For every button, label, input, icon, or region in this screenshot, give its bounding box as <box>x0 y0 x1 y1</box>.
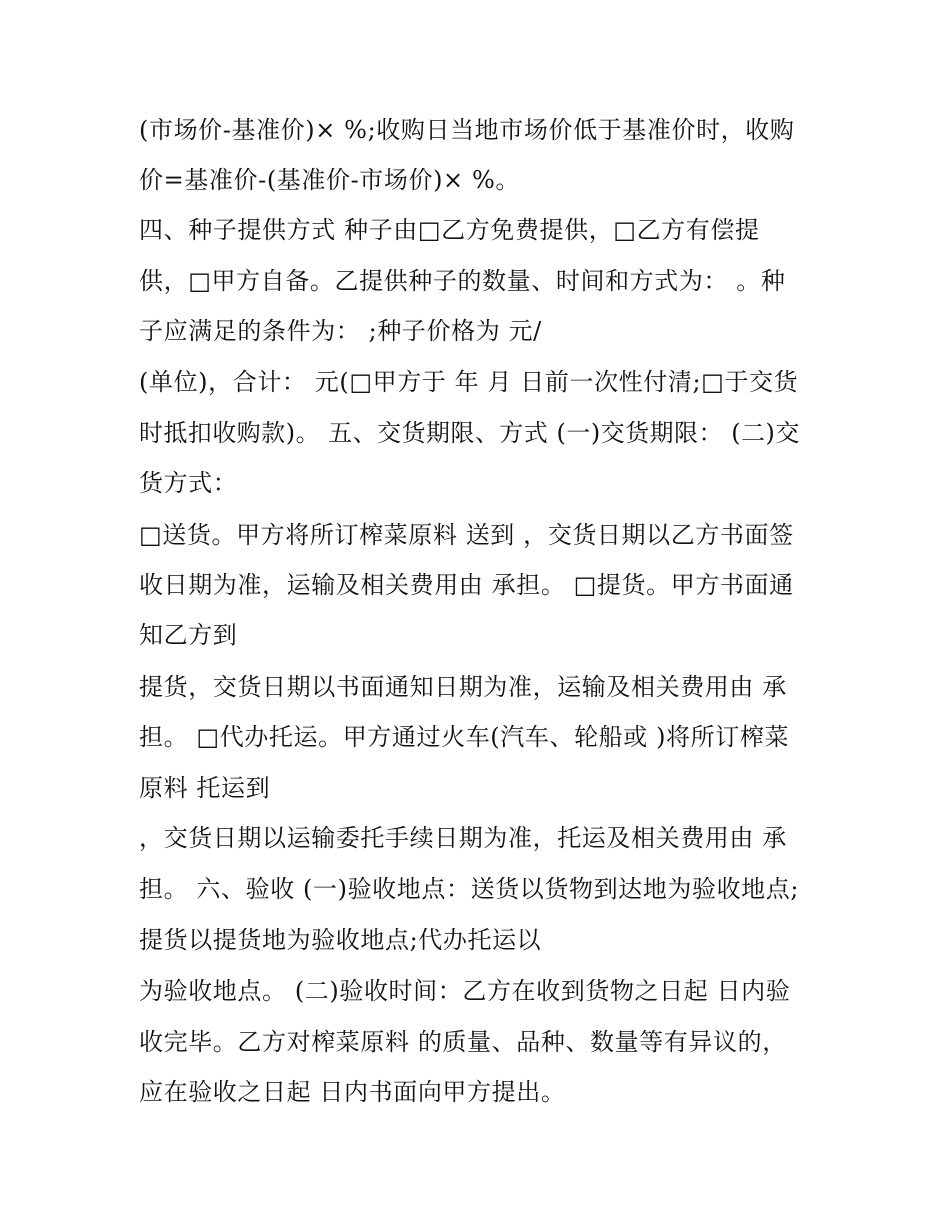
text-line: (单位)，合计： 元(□甲方于 年 月 日前一次性付清;□于交货 <box>139 368 799 396</box>
text-line: ，交货日期以运输委托手续日期为准，托运及相关费用由 承 <box>139 824 787 852</box>
text-line: 为验收地点。 (二)验收时间：乙方在收到货物之日起 日内验 <box>139 977 791 1005</box>
text-line: 提货，交货日期以书面通知日期为准，运输及相关费用由 承 <box>139 673 787 701</box>
text-line: 提货以提货地为验收地点;代办托运以 <box>139 926 542 954</box>
text-line: (市场价-基准价)× %;收购日当地市场价低于基准价时，收购 <box>139 116 795 144</box>
text-line: 货方式： <box>139 469 238 497</box>
text-line: 子应满足的条件为： ;种子价格为 元/ <box>139 317 542 345</box>
text-line: 知乙方到 <box>139 621 238 649</box>
text-line: 应在验收之日起 日内书面向甲方提出。 <box>139 1078 566 1106</box>
text-line: 收完毕。乙方对榨菜原料 的质量、品种、数量等有异议的， <box>139 1028 787 1056</box>
text-line: 担。 六、验收 (一)验收地点：送货以货物到达地为验收地点; <box>139 875 800 903</box>
text-line: 四、种子提供方式 种子由□乙方免费提供，□乙方有偿提 <box>139 216 760 244</box>
text-line: 时抵扣收购款)。 五、交货期限、方式 (一)交货期限： (二)交 <box>139 419 800 447</box>
text-line: □送货。甲方将所订榨菜原料 送到 ，交货日期以乙方书面签 <box>139 521 794 549</box>
text-line: 供，□甲方自备。乙提供种子的数量、时间和方式为： 。种 <box>139 267 786 295</box>
text-line: 价=基准价-(基准价-市场价)× %。 <box>139 166 520 194</box>
text-line: 担。 □代办托运。甲方通过火车(汽车、轮船或 )将所订榨菜 <box>139 723 790 751</box>
text-line: 收日期为准，运输及相关费用由 承担。 □提货。甲方书面通 <box>139 571 794 599</box>
text-line: 原料 托运到 <box>139 774 271 802</box>
